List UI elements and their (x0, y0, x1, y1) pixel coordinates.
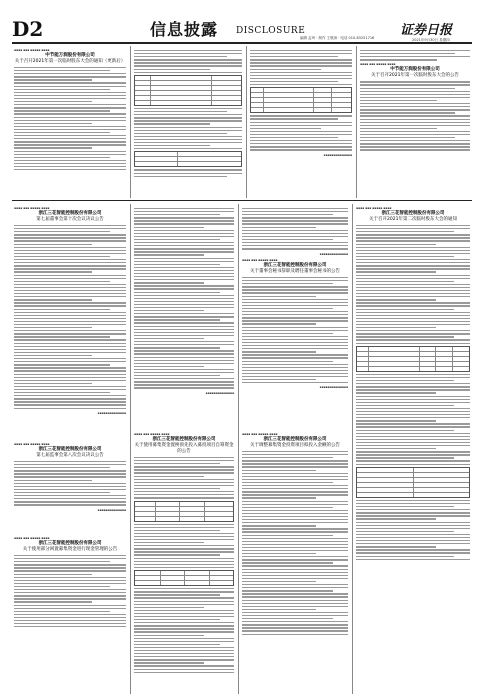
announcement-title: 关于调整募集资金投资项目拟投入金额的公告 (250, 443, 340, 448)
section-title: 信息披露 (150, 20, 219, 39)
signature-line: ▪▪▪▪▪▪▪▪▪▪▪▪▪▪ (205, 390, 234, 395)
announcement-company: 中节能万润股份有限公司 (45, 53, 95, 58)
announcement-block (242, 432, 348, 637)
column-rule (130, 204, 131, 694)
announcement-title: 关于召开2021年第一次临时股东大会的公告 (371, 73, 459, 79)
announcement-block (14, 206, 126, 415)
newspaper-masthead-logo: 证券日报 (400, 23, 453, 38)
header-rule (12, 42, 472, 44)
announcement-title: 关于董事会秘书辞职及聘任董事会秘书的公告 (250, 269, 340, 274)
announcement-continued (134, 206, 234, 395)
announcement-block (360, 48, 470, 153)
signature-line: ▪▪▪▪▪▪▪▪▪▪▪▪▪▪ (97, 410, 126, 415)
stock-code-line: ▪▪▪▪ ▪▪▪ ▪▪▪▪▪ ▪▪▪▪ (360, 62, 396, 67)
stock-code-line: ▪▪▪▪ ▪▪▪ ▪▪▪▪▪ ▪▪▪▪ (14, 206, 50, 210)
stock-code-line: ▪▪▪▪ ▪▪▪ ▪▪▪▪▪ ▪▪▪▪ (134, 432, 170, 436)
announcement-company: 中节能万润股份有限公司 (390, 67, 440, 73)
data-table (134, 570, 234, 586)
data-table (356, 346, 470, 372)
page-number: D2 (12, 17, 44, 41)
data-table (250, 87, 352, 113)
announcement-company: 浙江三花智能控制股份有限公司 (38, 541, 102, 546)
announcement-block (356, 206, 470, 562)
data-table (134, 501, 234, 522)
announcement-block (14, 48, 126, 172)
signature-line: ▪▪▪▪▪▪▪▪▪▪▪▪▪▪ (319, 251, 348, 256)
page-header (0, 0, 484, 44)
announcement-body (134, 457, 234, 499)
stock-code-line: ▪▪▪▪ ▪▪▪ ▪▪▪▪▪ ▪▪▪▪ (14, 48, 50, 52)
announcement-title: 第七届监事会第八次会议决议公告 (36, 453, 104, 458)
signature-line: ▪▪▪▪▪▪▪▪▪▪▪▪▪▪ (323, 152, 352, 157)
announcement-block (14, 442, 126, 512)
announcement-title: 第七届董事会第十次会议决议公告 (36, 217, 104, 222)
data-table (134, 151, 242, 167)
announcement-block (134, 432, 234, 675)
announcement-company: 浙江三花智能控制股份有限公司 (152, 437, 216, 442)
column-rule (130, 46, 131, 198)
announcement-body (134, 50, 242, 73)
issue-date: 2021年9月30日 星期四 (412, 38, 450, 42)
stock-code-line: ▪▪▪▪ ▪▪▪ ▪▪▪▪▪ ▪▪▪▪ (14, 442, 50, 446)
announcement-body (14, 225, 126, 409)
announcement-company: 浙江三花智能控制股份有限公司 (263, 437, 327, 442)
announcement-body (250, 50, 352, 85)
announcement-title: 关于使用部分闲置募集资金进行现金管理的公告 (22, 547, 118, 552)
announcement-block (14, 536, 126, 629)
announcement-continued (242, 206, 348, 256)
editor-line: 编辑 孟珂 · 制作 王敬涛 · 电话 010-83251716 (300, 36, 375, 40)
data-table (134, 75, 242, 106)
announcement-title: 关于召开2021年第一次临时股东大会的通知（更新后） (14, 59, 126, 64)
announcement-title: 关于使用募集资金置换预先投入募投项目自筹资金的公告 (134, 443, 234, 454)
announcement-body (14, 555, 126, 627)
announcement-continued (250, 48, 352, 157)
section-divider (12, 200, 472, 201)
announcement-body (14, 461, 126, 506)
announcement-block (242, 258, 348, 389)
announcement-continued (134, 48, 242, 179)
announcement-body (134, 208, 234, 389)
stock-code-line: ▪▪▪▪ ▪▪▪ ▪▪▪▪▪ ▪▪▪▪ (242, 432, 278, 436)
announcement-body (360, 81, 470, 150)
announcement-company: 浙江三花智能控制股份有限公司 (38, 447, 102, 452)
stock-code-line: ▪▪▪▪ ▪▪▪ ▪▪▪▪▪ ▪▪▪▪ (14, 536, 50, 540)
announcement-body (356, 225, 470, 344)
announcement-company: 浙江三花智能控制股份有限公司 (263, 263, 327, 268)
announcement-company: 浙江三花智能控制股份有限公司 (381, 211, 445, 216)
signature-line: ▪▪▪▪▪▪▪▪▪▪▪▪▪▪ (97, 507, 126, 512)
column-rule (246, 46, 247, 198)
column-rule (352, 204, 353, 694)
signature-line: ▪▪▪▪▪▪▪▪▪▪▪▪▪▪ (319, 385, 348, 390)
section-title-english: DISCLOSURE (236, 26, 306, 36)
announcement-company: 浙江三花智能控制股份有限公司 (38, 211, 102, 216)
data-table (356, 467, 470, 498)
column-rule (238, 204, 239, 694)
announcement-title: 关于召开2021年第二次临时股东大会的通知 (369, 217, 457, 222)
announcement-body (14, 67, 126, 170)
announcement-body (242, 277, 348, 383)
stock-code-line: ▪▪▪▪ ▪▪▪ ▪▪▪▪▪ ▪▪▪▪ (356, 206, 392, 210)
column-rule (356, 46, 357, 198)
stock-code-line: ▪▪▪▪ ▪▪▪ ▪▪▪▪▪ ▪▪▪▪ (242, 258, 278, 262)
announcement-body (242, 451, 348, 635)
